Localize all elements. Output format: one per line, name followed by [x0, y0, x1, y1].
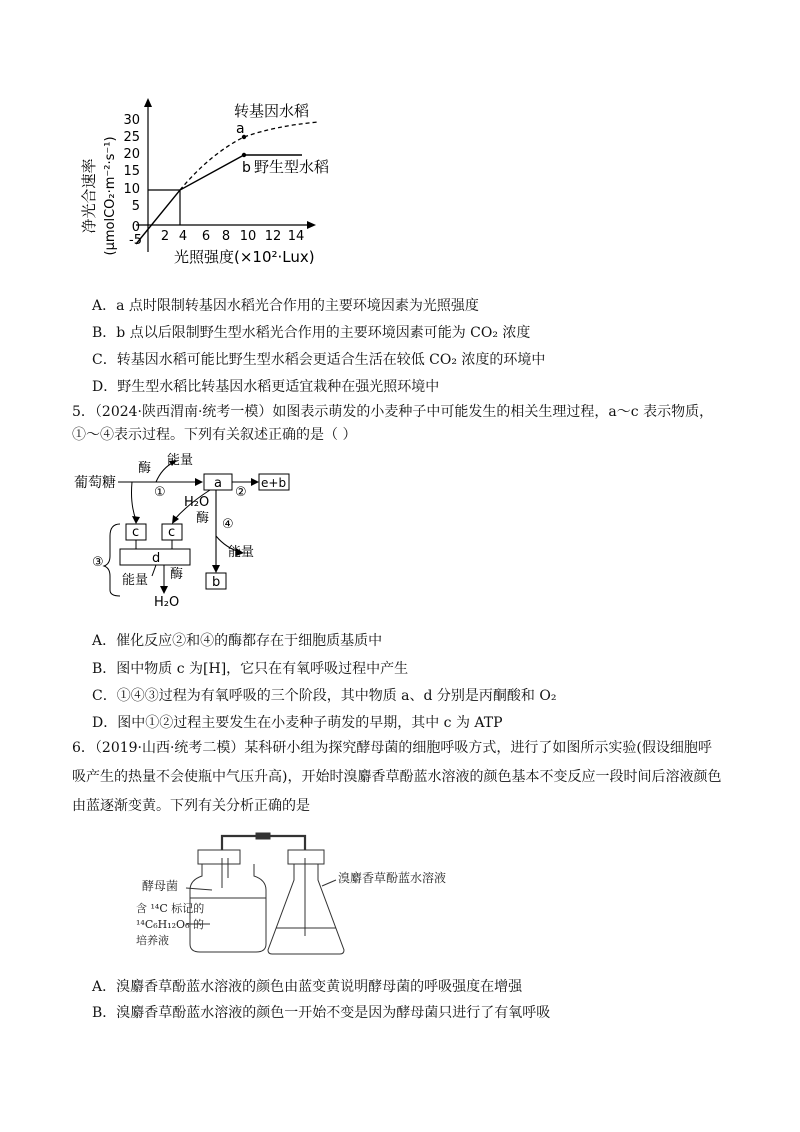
- step-3-label: ③: [92, 555, 104, 570]
- box-eb-label: e+b: [261, 476, 287, 490]
- point-a-label: a: [236, 121, 245, 137]
- y-tick: 0: [131, 220, 140, 235]
- y-tick: -5: [129, 233, 142, 248]
- glucose-label: 葡萄糖: [74, 475, 116, 491]
- arrow-2-head: [251, 478, 259, 486]
- right-flask-stopper: [288, 850, 324, 864]
- y-tick: 25: [123, 130, 140, 145]
- x-tick: 12: [264, 229, 282, 244]
- q6-option-a: A．溴麝香草酚蓝水溶液的颜色由蓝变黄说明酵母菌的呼吸强度在增强: [92, 979, 523, 995]
- d-to-h2o-head: [160, 586, 168, 594]
- q5-option-b: B．图中物质 c 为[H]，它只在有氧呼吸过程中产生: [92, 661, 409, 677]
- q6-stem-line: 由蓝逐渐变黄。下列有关分析正确的是: [72, 798, 310, 814]
- y-axis-arrow: [144, 98, 152, 107]
- energy-label-3: 能量: [122, 573, 149, 588]
- h2o-label-1: H₂O: [184, 495, 210, 510]
- x-tick: 10: [239, 229, 257, 244]
- x-tick: 14: [287, 229, 305, 244]
- solution-label: 溴麝香草酚蓝水溶液: [338, 871, 447, 885]
- q5-option-c: C．①④③过程为有氧呼吸的三个阶段，其中物质 a、d 分别是丙酮酸和 O₂: [92, 688, 557, 704]
- point-b-marker: [242, 153, 246, 157]
- q5-stem-line: ①～④表示过程。下列有关叙述正确的是（ ）: [72, 427, 357, 443]
- y-tick: 15: [123, 164, 140, 179]
- series-wild-type-label: 野生型水稻: [254, 158, 330, 176]
- box-a-label: a: [214, 476, 222, 491]
- tube-clamp: [256, 833, 270, 839]
- step-1-label: ①: [154, 485, 166, 500]
- x-tick: 2: [160, 229, 170, 244]
- q5-option-a: A．催化反应②和④的酶都存在于细胞质基质中: [92, 633, 383, 649]
- light-rate-graph: [70, 92, 360, 270]
- y-tick: 20: [123, 147, 140, 162]
- box-d-label: d: [152, 551, 161, 566]
- x-tick: 8: [221, 229, 231, 244]
- step-4-label: ④: [222, 517, 234, 532]
- q6-stem: [72, 734, 732, 821]
- q4-option-c: C．转基因水稻可能比野生型水稻会更适合生活在较低 CO₂ 浓度的环境中: [92, 352, 546, 368]
- medium-label-1: 含 ¹⁴C 标记的: [136, 902, 205, 915]
- q4-option-a: A．a 点时限制转基因水稻光合作用的主要环境因素为光照强度: [92, 298, 479, 314]
- q4-option-d: D．野生型水稻比转基因水稻更适宜栽种在强光照环境中: [92, 379, 440, 395]
- x-axis-label: 光照强度(×10²·Lux): [174, 248, 315, 266]
- right-flask: [268, 864, 344, 954]
- q6-option-b: B．溴麝香草酚蓝水溶液的颜色一开始不变是因为酵母菌只进行了有氧呼吸: [92, 1005, 551, 1021]
- q6-stem-line: 6．（2019·山西·统考二模）某科研小组为探究酵母菌的细胞呼吸方式，进行了如图所示实验(假设细胞呼: [72, 740, 712, 756]
- y-axis-unit: (μmolCO₂·m⁻²·s⁻¹): [103, 136, 118, 256]
- y-tick: 5: [131, 199, 140, 214]
- series-transgenic-line: [180, 122, 318, 190]
- enzyme-label-2: 酶: [196, 511, 210, 526]
- q5-option-d: D．图中①②过程主要发生在小麦种子萌发的早期，其中 c 为 ATP: [92, 715, 503, 731]
- series-transgenic-label: 转基因水稻: [234, 102, 310, 120]
- step-2-label: ②: [235, 485, 247, 500]
- arrow-4-down-head: [212, 565, 220, 573]
- branch-line-1-head: [132, 516, 140, 524]
- energy-label-1: 能量: [167, 453, 194, 468]
- branch-line-1: [132, 482, 137, 520]
- y-ticks: [123, 113, 142, 248]
- arrow-1-head: [195, 478, 203, 486]
- y-axis-label: 净光合速率: [80, 158, 98, 234]
- medium-label-3: 培养液: [136, 934, 169, 947]
- enzyme-label-1: 酶: [138, 461, 152, 476]
- step-3-brace: [104, 524, 120, 596]
- y-tick: 10: [123, 182, 140, 197]
- y-tick: 30: [123, 113, 140, 128]
- h2o-label-2: H₂O: [154, 595, 180, 610]
- x-ticks: [161, 229, 304, 244]
- q6-stem-line: 吸产生的热量不会使瓶中气压升高)，开始时溴麝香草酚蓝水溶液的颜色基本不变反应一段时间后溶液颜色: [72, 769, 722, 785]
- x-tick: 6: [201, 229, 211, 244]
- yeast-label: 酵母菌: [142, 879, 179, 893]
- respiration-diagram: [70, 444, 370, 609]
- solution-leader: [322, 880, 336, 886]
- x-axis-arrow: [307, 221, 316, 229]
- medium-label-2: ¹⁴C₆H₁₂O₆ 的: [136, 918, 204, 931]
- enzyme-label-3: 酶: [170, 567, 184, 582]
- q5-stem: [72, 398, 732, 450]
- box-b-label: b: [212, 575, 221, 590]
- d-to-energy: [152, 565, 156, 576]
- q4-option-b: B．b 点以后限制野生型水稻光合作用的主要环境因素可能为 CO₂ 浓度: [92, 325, 531, 341]
- point-b-label: b: [242, 160, 251, 176]
- yeast-apparatus: [136, 828, 560, 958]
- energy-label-2: 能量: [228, 545, 255, 560]
- left-bottle-stopper: [198, 850, 240, 864]
- box-c-1-label: c: [132, 525, 140, 540]
- q5-stem-line: 5．（2024·陕西渭南·统考一模）如图表示萌发的小麦种子中可能发生的相关生理过程，a～c 表示物质，: [72, 404, 714, 420]
- box-c-2-label: c: [168, 525, 176, 540]
- x-tick: 4: [178, 229, 188, 244]
